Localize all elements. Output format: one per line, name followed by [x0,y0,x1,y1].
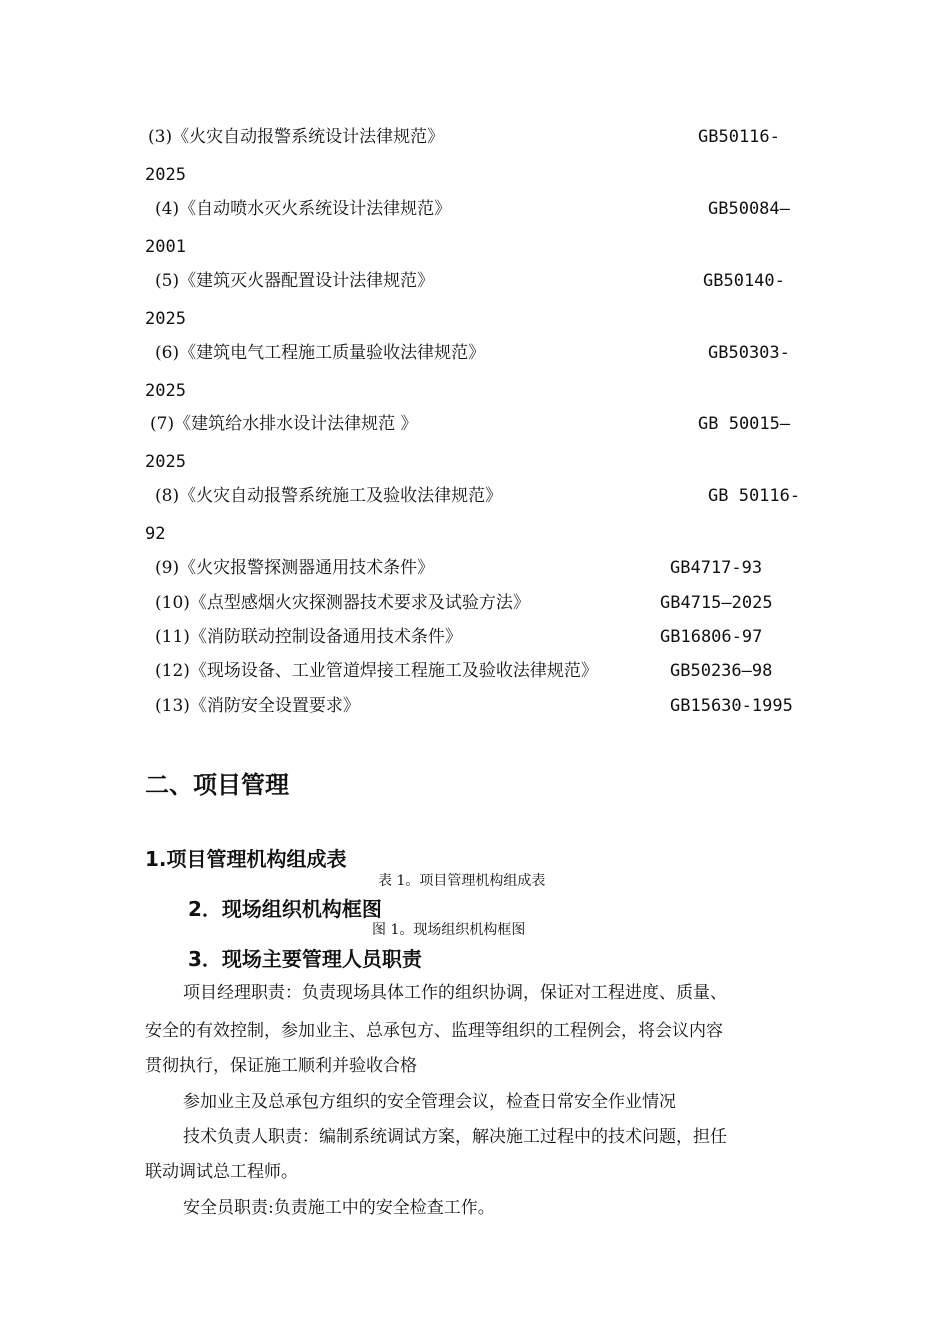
section-title: 二、项目管理 [145,771,289,799]
body-text: 联动调试总工程师。 [145,1162,298,1182]
standard-code-continuation: 2001 [145,237,186,257]
standard-item: (9)《火灾报警探测器通用技术条件》 [155,558,435,578]
standard-code: GB 50116- [708,486,801,506]
standard-item: (12)《现场设备、工业管道焊接工程施工及验收法律规范》 [155,661,598,681]
body-text: 参加业主及总承包方组织的安全管理会议，检查日常安全作业情况 [183,1092,676,1112]
standard-code-continuation: 2025 [145,452,186,472]
standard-code: GB50116- [698,127,780,147]
subsection-title: 3．现场主要管理人员职责 [188,947,422,971]
standard-item: (13)《消防安全设置要求》 [155,696,360,716]
standard-code: GB16806-97 [660,627,763,647]
body-text: 安全员职责:负责施工中的安全检查工作。 [183,1198,495,1218]
standard-code: GB15630-1995 [670,696,793,716]
standard-code: GB 50015— [698,414,791,434]
standard-code: GB4717-93 [670,558,763,578]
standard-code: GB50084— [708,199,790,219]
standard-code-continuation: 2025 [145,165,186,185]
standard-item: (5)《建筑灭火器配置设计法律规范》 [155,271,435,291]
standard-item: (6)《建筑电气工程施工质量验收法律规范》 [155,343,486,363]
standard-code-continuation: 2025 [145,381,186,401]
standard-code: GB50140- [703,271,785,291]
body-text: 项目经理职责：负责现场具体工作的组织协调，保证对工程进度、质量、 [183,983,727,1003]
subsection-title: 2．现场组织机构框图 [188,897,382,921]
figure-caption: 图 1。现场组织机构框图 [372,922,526,938]
standard-code: GB50303- [708,343,790,363]
body-text: 贯彻执行，保证施工顺利并验收合格 [145,1056,417,1076]
standard-code-continuation: 2025 [145,309,186,329]
standard-code: GB4715—2025 [660,593,773,613]
standard-item: (4)《自动喷水灭火系统设计法律规范》 [155,199,452,219]
standard-item: (3)《火灾自动报警系统设计法律规范》 [148,127,445,147]
standard-code-continuation: 92 [145,524,166,544]
standard-item: (8)《火灾自动报警系统施工及验收法律规范》 [155,486,503,506]
table-caption: 表 1。项目管理机构组成表 [378,873,546,889]
standard-code: GB50236—98 [670,661,773,681]
body-text: 技术负责人职责：编制系统调试方案，解决施工过程中的技术问题，担任 [183,1127,727,1147]
standard-item: (7)《建筑给水排水设计法律规范 》 [150,414,418,434]
standard-item: (11)《消防联动控制设备通用技术条件》 [155,627,462,647]
standard-item: (10)《点型感烟火灾探测器技术要求及试验方法》 [155,593,530,613]
body-text: 安全的有效控制，参加业主、总承包方、监理等组织的工程例会，将会议内容 [145,1021,723,1041]
subsection-title: 1.项目管理机构组成表 [145,847,347,871]
